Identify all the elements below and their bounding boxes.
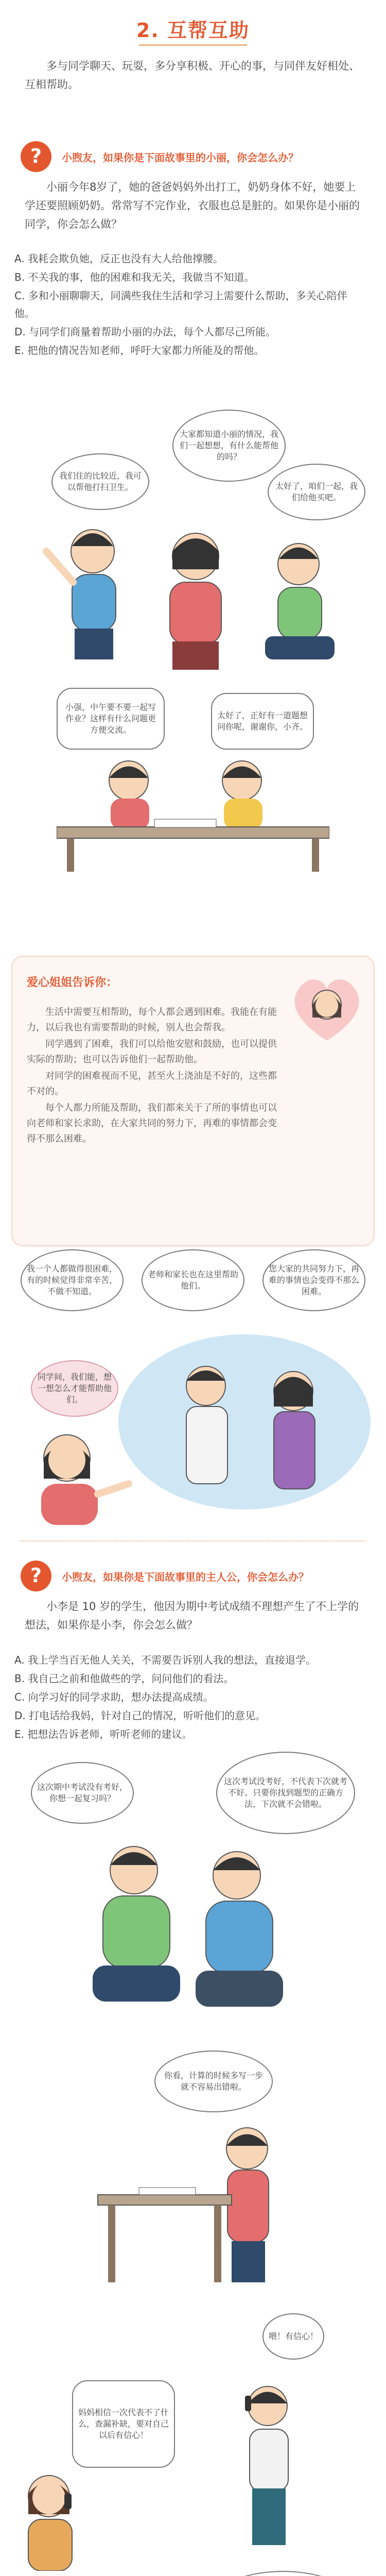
svg-text:?: ? [30, 145, 42, 167]
scene1-bubble-3: 太好了，咱们一起，我们给他买吧。 [268, 464, 365, 520]
q1-story: 小丽今年8岁了，她的爸爸妈妈外出打工，奶奶身体不好，她要上学还要照顾奶奶。常常写不完作业，衣服也总是脏的。如果你是小丽的同学，你会怎么做？ [25, 181, 360, 230]
q2-option-a: A. 我上学当百无他人关关，不需要告诉别人我的想法，直接退学。 [14, 1654, 317, 1666]
panel1-title: 爱心姐姐告诉你： [27, 976, 118, 989]
question-mark-icon-2 [19, 1558, 54, 1594]
mother-on-phone-illustration [15, 2468, 82, 2571]
panel1-paragraph-4: 每个人都力所能及帮助，我们都来关于了所的事情也可以向老师和家长求助，在大家共同的努力下，再难的事情都会变得不那么困难。 [27, 1103, 277, 1144]
scene2-bubble-4: 同学间，我们能，想一想怎么才能帮助他们。 [31, 1360, 118, 1417]
scene2-bubble-3: 您大家的共同努力下，再难的事情也会变得不那么困难。 [262, 1249, 365, 1311]
scene2-bubble-1: 我一个人都做得很困难，有的时候觉得非常辛苦，不做不知道。 [21, 1249, 124, 1311]
divider [21, 1540, 365, 1541]
kids-homework-illustration [57, 755, 329, 873]
intro-text: 多与同学聊天、玩耍，多分享积极、开心的事，与同伴友好相处、互相帮助。 [25, 60, 360, 91]
q1-story-block [25, 178, 362, 233]
q1-option-d: D. 与同学们商量着帮助小丽的办法，每个人都尽己所能。 [14, 326, 276, 338]
intro-paragraph [25, 57, 362, 94]
title-underline [139, 44, 247, 46]
scene3-bubble-1: 这次期中考试没有考好，你想一起复习吗？ [31, 1762, 134, 1824]
q2-option-d: D. 打电话给我妈，针对自己的情况，听听他们的意见。 [14, 1709, 266, 1722]
scene3-bubble-5: 妈妈相信一次代表不了什么，查漏补缺，要对自己以后有信心！ [72, 2380, 175, 2468]
scene3-bubble-6 [206, 2571, 360, 2576]
q1-option-b: B. 不关我的事，他的困难和我无关，我做当不知道。 [14, 271, 255, 283]
scene3-bubble-2: 这次考试没考好，不代表下次就考不好。只要你找到题型的正确方法，下次就不会错啦。 [216, 1752, 355, 1834]
scene3-bubble-4: 喂！有信心！ [262, 2313, 324, 2360]
counselor-portrait-icon [288, 969, 365, 1046]
q2-option-c: C. 向学习好的同学求助，想办法提高成绩。 [14, 1691, 214, 1703]
scene1-bubble-2: 大家都知道小丽的情况，我们一起想想，有什么能帮他的吗？ [172, 410, 286, 482]
q1-option-a: A. 我耗会欺负她，反正也没有大人给他撑腰。 [14, 252, 224, 265]
panel1-text [27, 1005, 283, 1148]
q2-option-e: E. 把想法告诉老师，听听老师的建议。 [14, 1728, 192, 1740]
q2-story: 小李是 10 岁的学生，他因为期中考试成绩不理想产生了不上学的想法，如果你是小李，你会怎么做？ [25, 1600, 359, 1631]
q1-prompt: 小煦友，如果你是下面故事里的小丽，你会怎么办？ [62, 151, 299, 164]
scene1-bubble-1: 我们住的比较近，我可以帮他打扫卫生。 [51, 453, 149, 510]
q2-prompt: 小煦友，如果你是下面故事里的主人公，你会怎么办？ [62, 1571, 309, 1583]
q1-options [14, 250, 365, 360]
boy-on-phone-illustration [226, 2380, 314, 2555]
panel1-paragraph-1: 生活中需要互相帮助，每个人都会遇到困难。我能在有能力，以后我也有需要帮助的时候，别人也会帮我。 [27, 1007, 277, 1033]
q1-option-e: E. 把他的情况告知老师，呼吁大家都力所能及的帮他。 [14, 344, 265, 357]
q2-story-block [25, 1597, 362, 1634]
friends-sitting-illustration [31, 1834, 350, 2030]
girl-illustration [21, 1422, 144, 1525]
section-title: 2. 互帮互助 [136, 19, 250, 42]
q2-options [14, 1651, 365, 1744]
question-mark-icon [19, 139, 54, 174]
svg-text:?: ? [30, 1564, 42, 1587]
scene3-bubble-3: 你看，计算的时候多写一步就不容易出错啦。 [154, 2050, 273, 2112]
panel1-paragraph-2: 同学遇到了困难，我们可以给他安慰和鼓励，也可以提供实际的帮助；也可以告诉他们一起帮助他。 [27, 1039, 277, 1065]
panel1-paragraph-3: 对同学的困难视而不见，甚至火上浇油是不好的，这些都不对的。 [27, 1071, 277, 1097]
scene1-bubble-4: 小强，中午要不要一起写作业？这样有什么问题更方便交流。 [57, 688, 165, 750]
scene1-bubble-5: 太好了，正好有一道题想问你呢，谢谢你，小齐。 [211, 693, 314, 750]
q2-option-b: B. 我自己之前和他做些的学，问问他们的看法。 [14, 1672, 234, 1685]
study-together-illustration [77, 2117, 314, 2287]
kids-discussing-illustration [31, 515, 360, 685]
teacher-parent-illustration [139, 1350, 355, 1504]
q1-option-c: C. 多和小丽聊聊天，同满些我住生活和学习上需要什么帮助，多关心陪伴他。 [14, 290, 347, 319]
scene2-bubble-2: 老师和家长也在这里帮助他们。 [142, 1249, 244, 1311]
